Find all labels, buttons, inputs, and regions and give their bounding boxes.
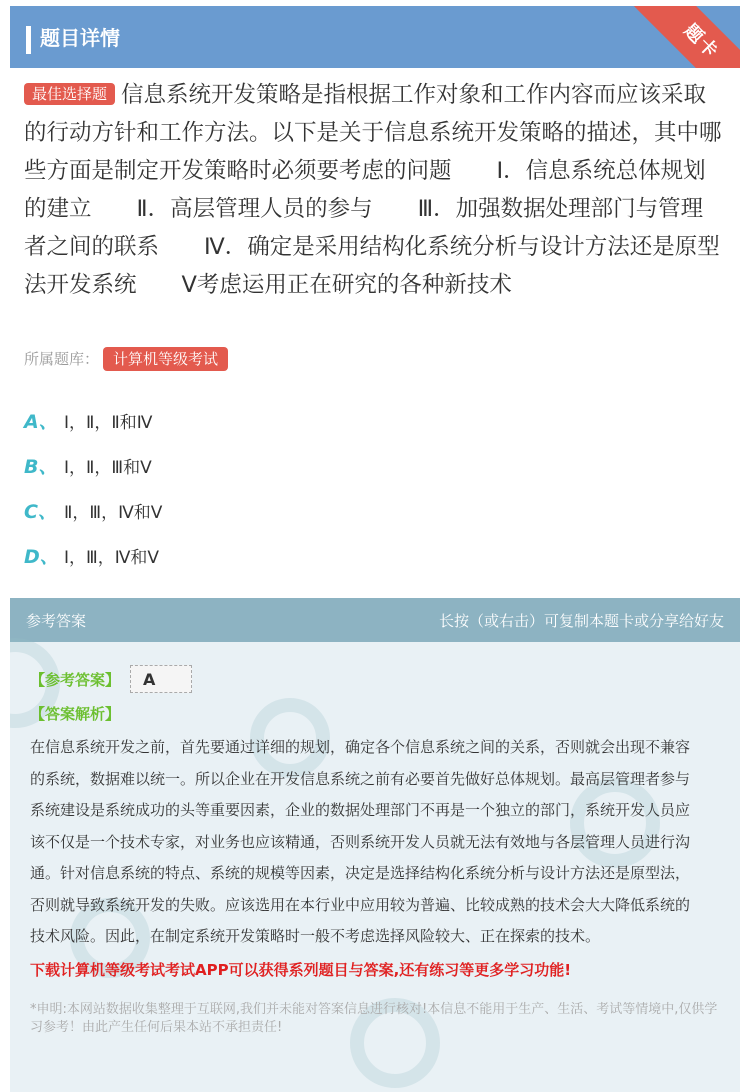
analysis-text: 在信息系统开发之前，首先要通过详细的规划，确定各个信息系统之间的关系，否则就会出现不兼容的系统，数据难以统一。所以企业在开发信息系统之前有必要首先做好总体规划。最高层管理者参与系统建设是系统成功的头等重要因素，企业的数据处理部门不再是一个独立的部门，系统开发人员应该不仅是一个技术专家，对业务也应该精通，否则系统开发人员就无法有效地与各层管理人员进行沟通。针对信息系统的特点、系统的规模等因素，决定是选择结构化系统分析与设计方法还是原型法，否则就导致系统开发的失败。应该选用在本行业中应用较为普遍、比较成熟的技术会大大降低系统的技术风险。因此，在制定系统开发策略时一般不考虑选择风险较大、正在探索的技术。 bbox=[30, 738, 691, 945]
page-title: 题目详情 bbox=[40, 26, 120, 50]
option-text: Ⅰ，Ⅱ，Ⅲ和V bbox=[64, 458, 152, 478]
question-type-badge: 最佳选择题 bbox=[24, 83, 115, 105]
category-label: 所属题库： bbox=[24, 350, 100, 368]
question-stem bbox=[24, 76, 724, 304]
option-c[interactable] bbox=[24, 488, 724, 533]
disclaimer-text: *申明:本网站数据收集整理于互联网,我们并未能对答案信息进行核对!本信息不能用于生产、生活、考试等情境中,仅供学习参考！由此产生任何后果本站不承担责任! bbox=[30, 1001, 718, 1035]
option-letter: A、 bbox=[24, 411, 58, 433]
option-letter: C、 bbox=[24, 501, 57, 523]
answer-panel bbox=[10, 598, 740, 1092]
corner-ribbon: 题卡 bbox=[632, 6, 740, 68]
answer-body bbox=[10, 642, 740, 1037]
option-letter: D、 bbox=[24, 546, 59, 568]
question-text: 信息系统开发策略是指根据工作对象和工作内容而应该采取的行动方针和工作方法。以下是关于信息系统开发策略的描述，其中哪些方面是制定开发策略时必须要考虑的问题 Ⅰ．信息系统总体规划的建立 Ⅱ．高层管理人员的参与 Ⅲ．加强数据处理部门与管理者之间的联系 Ⅳ．确定是采用结构化系统分析与设计方法还是原型法开发系统 V考虑运用正在研究的各种新技术 bbox=[24, 82, 722, 298]
answer-header-title: 参考答案 bbox=[26, 611, 87, 630]
option-d[interactable] bbox=[24, 533, 724, 578]
option-text: Ⅱ，Ⅲ，Ⅳ和V bbox=[64, 503, 163, 523]
reference-answer-value: A bbox=[130, 665, 192, 693]
header-accent-bar bbox=[26, 26, 31, 54]
option-letter: B、 bbox=[24, 456, 58, 478]
category-tag[interactable]: 计算机等级考试 bbox=[103, 347, 228, 371]
reference-answer-row bbox=[30, 664, 720, 694]
analysis-label: 【答案解析】 bbox=[30, 705, 121, 723]
option-text: Ⅰ，Ⅱ，Ⅱ和Ⅳ bbox=[64, 413, 153, 433]
app-promo-link[interactable]: 下载计算机等级考试考试APP可以获得系列题目与答案,还有练习等更多学习功能! bbox=[30, 960, 572, 979]
page-header bbox=[10, 6, 740, 68]
question-category bbox=[24, 346, 228, 372]
option-a[interactable] bbox=[24, 398, 724, 443]
answer-header bbox=[10, 598, 740, 642]
options-list bbox=[24, 398, 724, 578]
option-text: Ⅰ，Ⅲ，Ⅳ和V bbox=[64, 548, 160, 568]
share-hint: 长按（或右击）可复制本题卡或分享给好友 bbox=[438, 611, 724, 630]
option-b[interactable] bbox=[24, 443, 724, 488]
reference-answer-label: 【参考答案】 bbox=[30, 670, 121, 689]
